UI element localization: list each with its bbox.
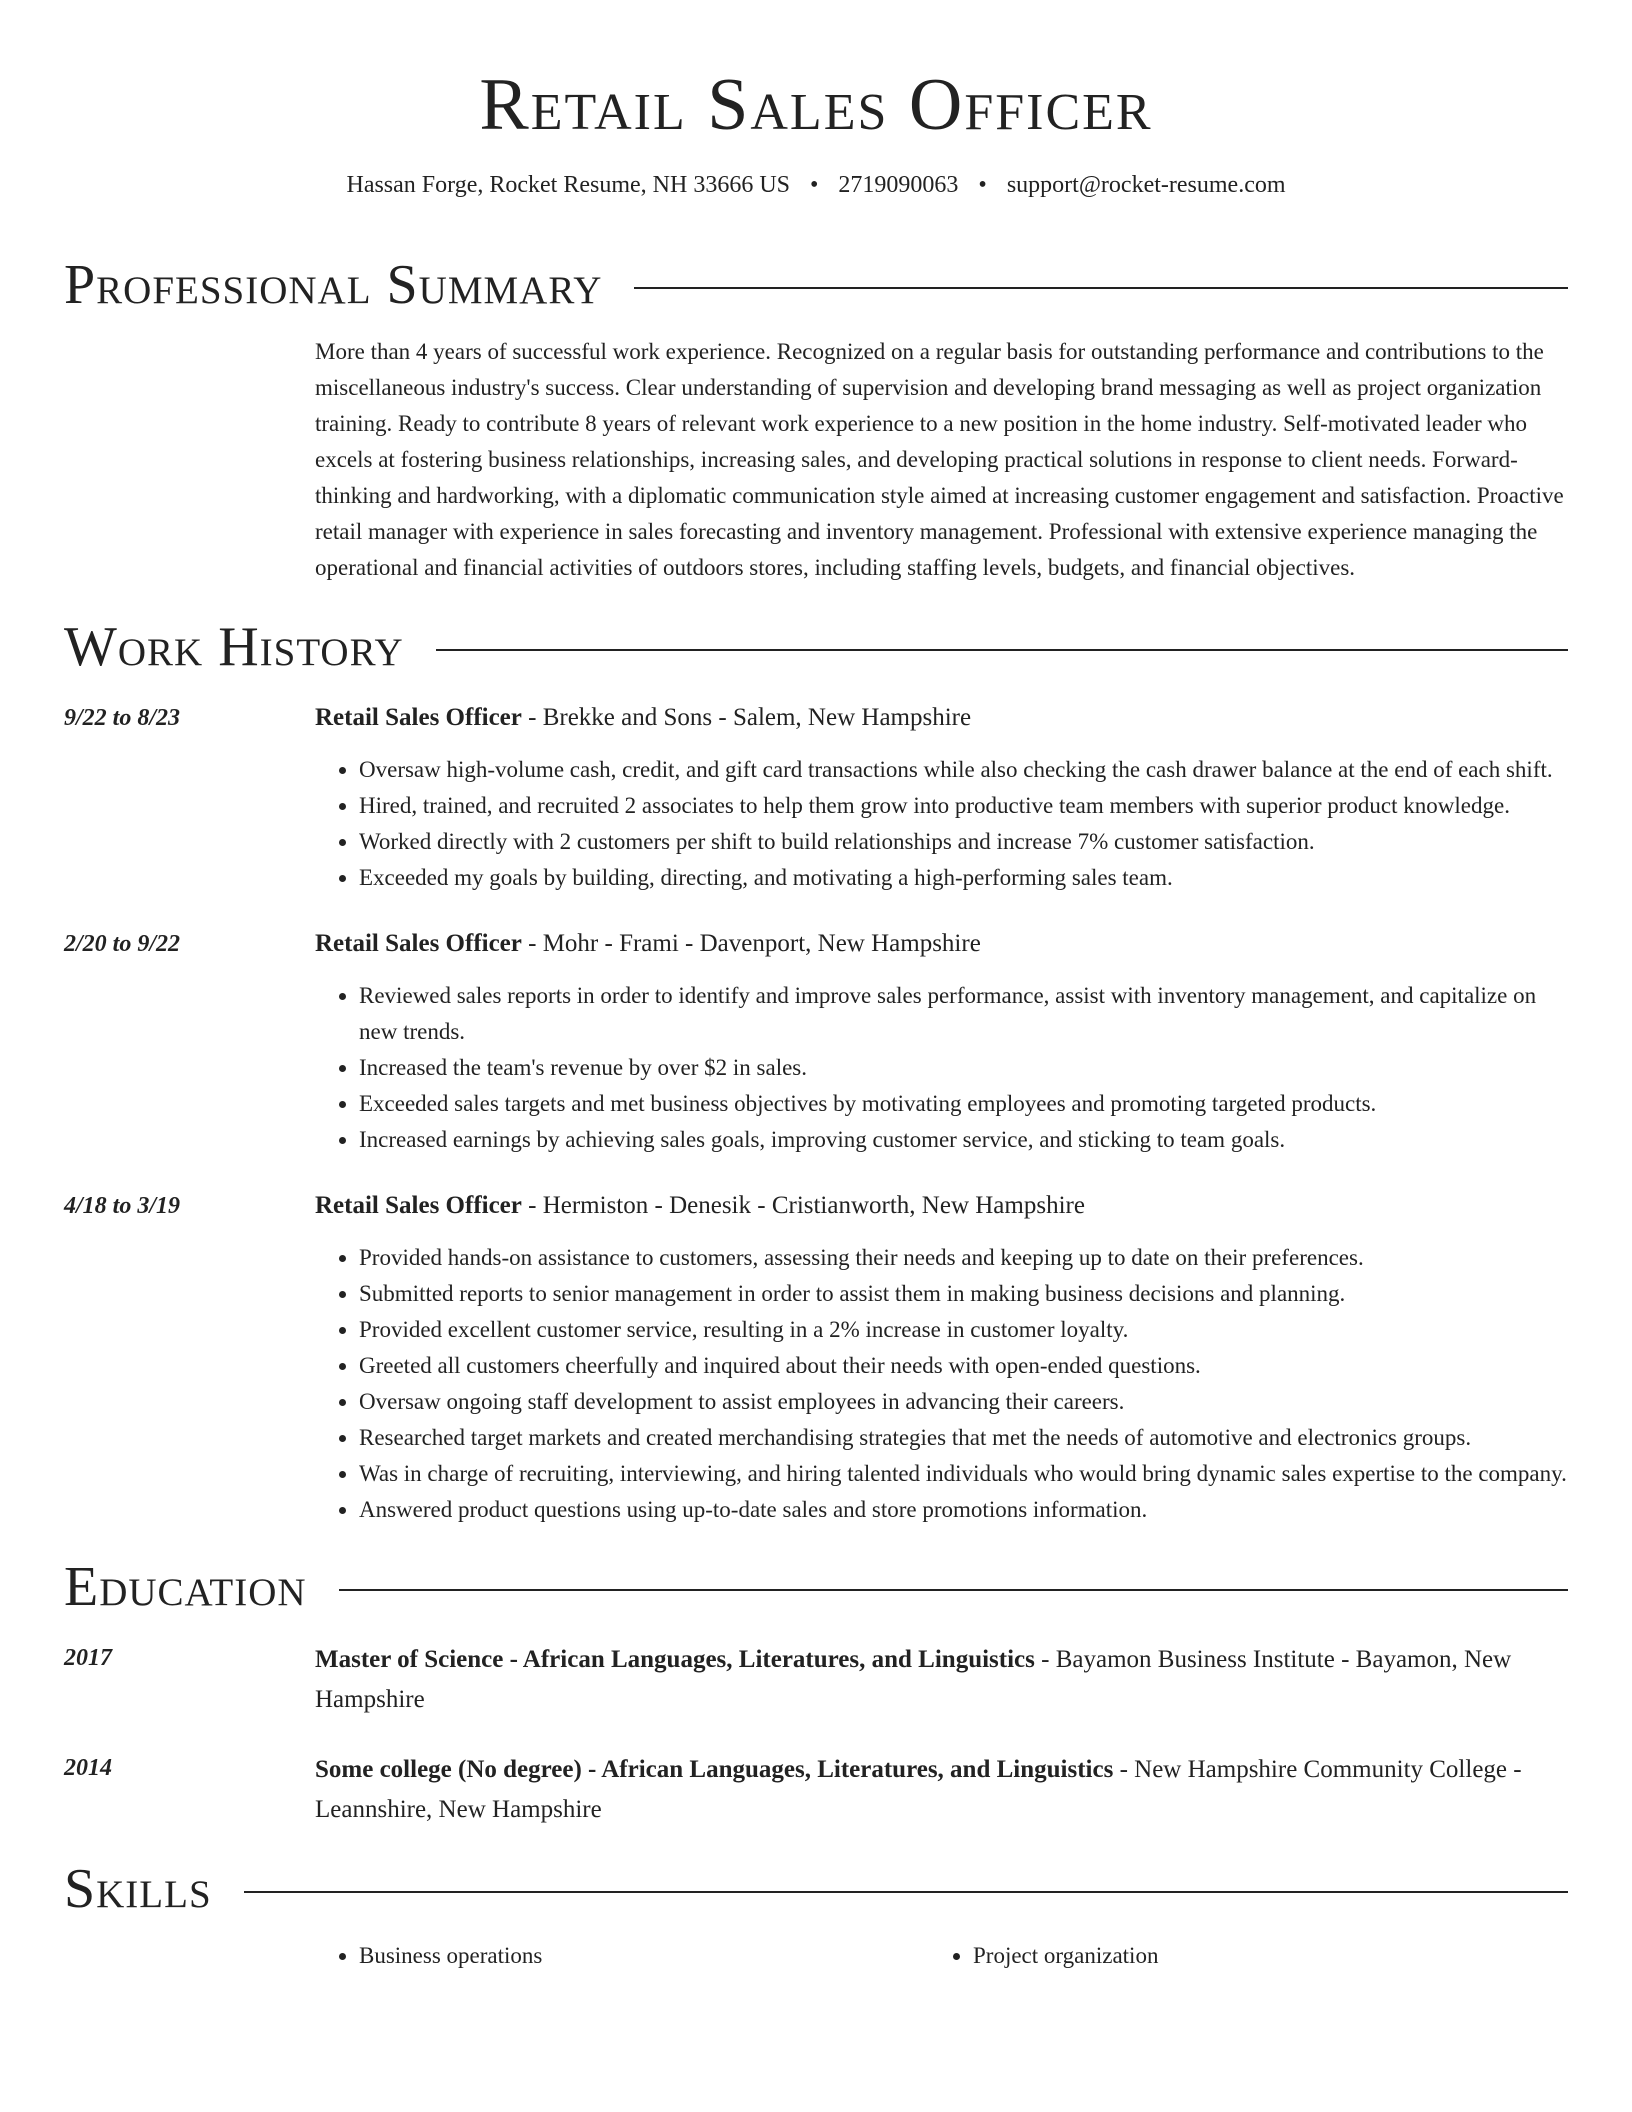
work-bullet: • Increased earnings by achieving sales goals, improving customer service, and sticking to team goals. <box>359 1122 1568 1158</box>
summary-section-title: Professional Summary <box>64 254 603 316</box>
work-bullet: • Exceeded my goals by building, directing, and motivating a high-performing sales team. <box>359 860 1568 896</box>
work-bullet: • Worked directly with 2 customers per shift to build relationships and increase 7% customer satisfaction. <box>359 824 1568 860</box>
contact-separator: • <box>810 172 819 198</box>
work-entry <box>64 1188 1568 1528</box>
work-role: Retail Sales Officer <box>315 1192 522 1219</box>
work-heading <box>315 926 1568 962</box>
education-details: - Bayamon Business Institute - Bayamon, New Hampshire <box>315 1646 1512 1713</box>
education-year: 2017 <box>64 1645 112 1671</box>
work-bullet: • Researched target markets and created merchandising strategies that met the needs of automotive and electronics groups. <box>359 1420 1568 1456</box>
resume-title: Retail Sales Officer <box>479 64 1153 146</box>
work-bullet: • Provided excellent customer service, resulting in a 2% increase in customer loyalty. <box>359 1312 1568 1348</box>
work-section-header <box>64 612 1568 682</box>
education-entry <box>64 1750 1568 1830</box>
work-role: Retail Sales Officer <box>315 930 522 957</box>
section-divider <box>339 1589 1568 1591</box>
contact-email: support@rocket-resume.com <box>1006 172 1286 198</box>
work-bullet: • Greeted all customers cheerfully and inquired about their needs with open-ended questions. <box>359 1348 1568 1384</box>
work-bullet: • Answered product questions using up-to-date sales and store promotions information. <box>359 1492 1568 1528</box>
skills-column-right <box>929 1938 1543 1974</box>
work-bullet: • Exceeded sales targets and met business objectives by motivating employees and promoting targeted products. <box>359 1086 1568 1122</box>
work-bullets <box>315 752 1568 896</box>
work-bullets <box>315 978 1568 1158</box>
contact-line <box>64 170 1568 200</box>
skills-column-left <box>315 1938 929 1974</box>
work-role: Retail Sales Officer <box>315 704 522 731</box>
contact-separator: • <box>978 172 987 198</box>
section-divider <box>436 649 1568 651</box>
work-bullet: • Provided hands-on assistance to customers, assessing their needs and keeping up to date on their preferences. <box>359 1240 1568 1276</box>
work-section-title: Work History <box>64 616 404 678</box>
work-bullet: • Oversaw high-volume cash, credit, and gift card transactions while also checking the cash drawer balance at the end of each shift. <box>359 752 1568 788</box>
work-body <box>315 926 1568 1158</box>
education-year: 2014 <box>64 1755 112 1781</box>
work-bullet: • Hired, trained, and recruited 2 associates to help them grow into productive team members with superior product knowledge. <box>359 788 1568 824</box>
contact-address: Hassan Forge, Rocket Resume, NH 33666 US <box>346 172 791 198</box>
work-body <box>315 1188 1568 1528</box>
skill-item: • Project organization <box>973 1938 1543 1974</box>
skills-list <box>315 1938 1568 1974</box>
work-date: 2/20 to 9/22 <box>64 931 181 957</box>
summary-section-header <box>64 250 1568 320</box>
work-entry <box>64 700 1568 896</box>
education-details: - New Hampshire Community College - Leannshire, New Hampshire <box>315 1756 1522 1823</box>
work-bullet: • Oversaw ongoing staff development to assist employees in advancing their careers. <box>359 1384 1568 1420</box>
education-degree: Master of Science - African Languages, Literatures, and Linguistics <box>315 1646 1035 1673</box>
work-details: - Mohr - Frami - Davenport, New Hampshire <box>521 930 981 957</box>
section-divider <box>634 287 1568 289</box>
resume-page <box>64 0 1568 1974</box>
contact-phone: 2719090063 <box>838 172 959 198</box>
skill-item: • Business operations <box>359 1938 929 1974</box>
summary-text: More than 4 years of successful work experience. Recognized on a regular basis for outstanding performance and contributions to the miscellaneous industry's success. Clear understanding of supervision and developing brand messaging as well as project organization training. Ready to contribute 8 years of relevant work experience to a new position in the home industry. Self-motivated leader who excels at fostering business relationships, increasing sales, and developing practical solutions in response to client needs. Forward-thinking and hardworking, with a diplomatic communication style aimed at increasing customer engagement and satisfaction. Proactive retail manager with experience in sales forecasting and inventory management. Professional with extensive experience managing the operational and financial activities of outdoors stores, including staffing levels, budgets, and financial objectives. <box>315 339 1564 580</box>
section-divider <box>244 1891 1568 1893</box>
work-date: 4/18 to 3/19 <box>64 1193 181 1219</box>
work-entry <box>64 926 1568 1158</box>
education-degree: Some college (No degree) - African Languages, Literatures, and Linguistics <box>315 1756 1114 1783</box>
work-heading <box>315 700 1568 736</box>
education-heading <box>315 1640 1568 1720</box>
work-bullet: • Increased the team's revenue by over $2 in sales. <box>359 1050 1568 1086</box>
work-bullet: • Reviewed sales reports in order to identify and improve sales performance, assist with inventory management, and capitalize on new trends. <box>359 978 1568 1050</box>
education-section-title: Education <box>64 1556 307 1618</box>
work-details: - Brekke and Sons - Salem, New Hampshire <box>521 704 972 731</box>
work-heading <box>315 1188 1568 1224</box>
work-details: - Hermiston - Denesik - Cristianworth, New Hampshire <box>521 1192 1085 1219</box>
skills-section-header <box>64 1854 1568 1924</box>
work-bullet: • Submitted reports to senior management in order to assist them in making business decisions and planning. <box>359 1276 1568 1312</box>
skills-section-title: Skills <box>64 1858 212 1920</box>
work-bullets <box>315 1240 1568 1528</box>
education-entry <box>64 1640 1568 1720</box>
work-date: 9/22 to 8/23 <box>64 705 181 731</box>
work-bullet: • Was in charge of recruiting, interviewing, and hiring talented individuals who would bring dynamic sales expertise to the company. <box>359 1456 1568 1492</box>
education-section-header <box>64 1552 1568 1622</box>
work-body <box>315 700 1568 896</box>
education-heading <box>315 1750 1568 1830</box>
